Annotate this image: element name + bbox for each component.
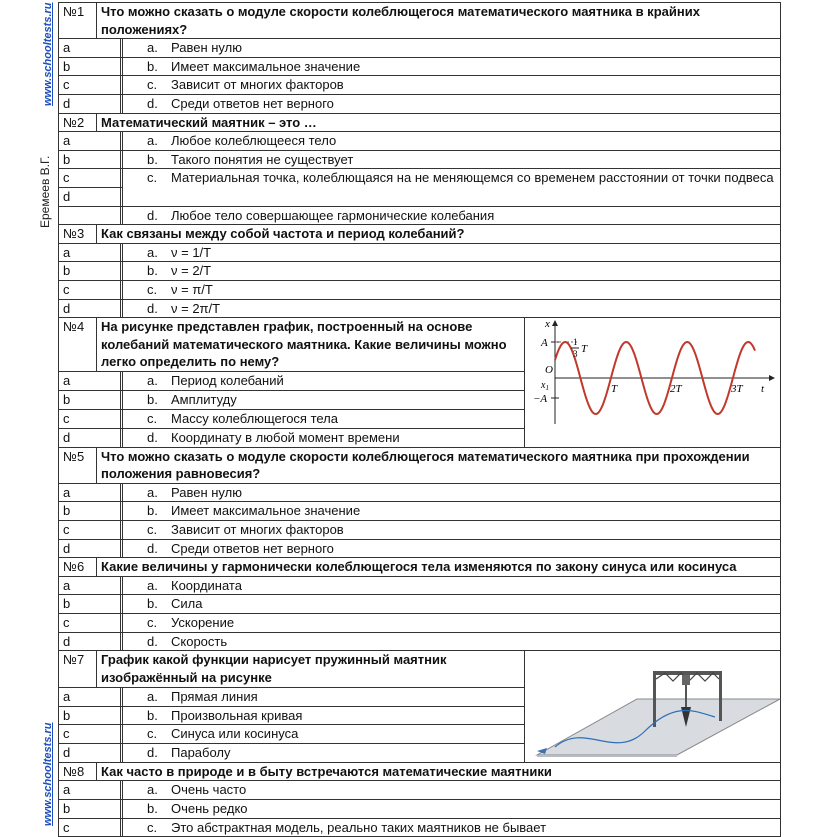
answer-row[interactable] bbox=[59, 614, 781, 633]
option-text: Очень часто bbox=[171, 782, 247, 798]
answer-letter: b bbox=[59, 391, 121, 410]
answer-letter: d bbox=[59, 299, 121, 318]
answer-row[interactable] bbox=[59, 132, 781, 151]
frame-right-post bbox=[719, 671, 722, 721]
oscillation-graph-svg bbox=[525, 318, 781, 442]
answer-letter: c bbox=[59, 280, 121, 299]
answer-letter: b bbox=[59, 595, 121, 614]
option-marker: c. bbox=[147, 77, 158, 93]
option-marker: a. bbox=[147, 484, 158, 500]
author-label: Еремеев В.Г. bbox=[38, 155, 52, 228]
option-marker: b. bbox=[147, 707, 158, 723]
t-axis-arrow bbox=[769, 375, 775, 381]
option-text: Зависит от многих факторов bbox=[171, 522, 344, 538]
option-marker: d. bbox=[147, 633, 158, 649]
answer-letter: a bbox=[59, 687, 121, 706]
page-margin bbox=[0, 0, 60, 826]
option-marker: a. bbox=[147, 40, 158, 56]
answer-letter: c bbox=[59, 76, 121, 95]
option-text: ν = 2π/T bbox=[171, 300, 221, 316]
answer-letter: d bbox=[59, 632, 121, 651]
answer-letter: b bbox=[59, 262, 121, 281]
answer-row[interactable] bbox=[59, 576, 781, 595]
option-text: Координата bbox=[171, 577, 242, 593]
option-text: Среди ответов нет верного bbox=[171, 540, 334, 556]
answer-row[interactable] bbox=[59, 39, 781, 58]
question-text: Как часто в природе и в быту встречаются математические маятники bbox=[97, 762, 781, 781]
answer-letter: a bbox=[59, 372, 121, 391]
option-marker: d. bbox=[147, 745, 158, 761]
answer-row[interactable] bbox=[59, 818, 781, 837]
x-axis-label: x bbox=[545, 318, 550, 331]
option-marker: b. bbox=[147, 151, 158, 167]
option-marker: a. bbox=[147, 782, 158, 798]
option-marker: c. bbox=[147, 281, 158, 297]
option-marker: d. bbox=[147, 95, 158, 111]
answer-letter: c bbox=[59, 614, 121, 633]
question-text: График какой функции нарисует пружинный маятник изображённый на рисунке bbox=[97, 651, 525, 688]
answer-letter: b bbox=[59, 800, 121, 819]
option-text: Любое колеблющееся тело bbox=[171, 133, 337, 149]
option-text: Произвольная кривая bbox=[171, 707, 303, 723]
question-header bbox=[59, 447, 781, 483]
option-text: Амплитуду bbox=[171, 392, 237, 408]
answer-letter: d bbox=[59, 428, 121, 447]
option-marker: c. bbox=[147, 615, 158, 631]
option-text: Любое тело совершающее гармонические колебания bbox=[171, 207, 495, 223]
option-text: Среди ответов нет верного bbox=[171, 95, 334, 111]
option-marker: c. bbox=[147, 522, 158, 538]
question-text: Какие величины у гармонически колеблющегося тела изменяются по закону синуса или косинуса bbox=[97, 558, 781, 577]
origin-label: O bbox=[545, 364, 553, 377]
option-marker: a. bbox=[147, 244, 158, 260]
question-number: №7 bbox=[59, 651, 97, 688]
option-text: Синуса или косинуса bbox=[171, 726, 299, 742]
answer-letter: d bbox=[59, 539, 121, 558]
answer-row[interactable] bbox=[59, 94, 781, 113]
spring-holder bbox=[682, 675, 690, 685]
question-header bbox=[59, 113, 781, 132]
option-marker: d. bbox=[147, 540, 158, 556]
option-text: Скорость bbox=[171, 633, 228, 649]
answer-letter: a bbox=[59, 483, 121, 502]
option-text: Ускорение bbox=[171, 615, 235, 631]
option-text: Имеет максимальное значение bbox=[171, 58, 361, 74]
option-text: Зависит от многих факторов bbox=[171, 77, 344, 93]
moving-paper-strip bbox=[537, 699, 780, 755]
fraction-period-label: T bbox=[581, 343, 588, 356]
question-number: №3 bbox=[59, 225, 97, 244]
option-marker: b. bbox=[147, 58, 158, 74]
x1-label: $x_1$ bbox=[541, 380, 549, 393]
option-marker: d. bbox=[147, 300, 158, 316]
answer-letter: b bbox=[59, 502, 121, 521]
option-text: ν = 1/T bbox=[171, 244, 212, 260]
answer-letter: a bbox=[59, 781, 121, 800]
question-text: Как связаны между собой частота и период колебаний? bbox=[97, 225, 781, 244]
option-text: Такого понятия не существует bbox=[171, 151, 354, 167]
question-number: №4 bbox=[59, 318, 97, 372]
question-text: Что можно сказать о модуле скорости колеблющегося математического маятника в крайних положениях? bbox=[97, 3, 781, 39]
option-text: Равен нулю bbox=[171, 484, 242, 500]
option-marker: b. bbox=[147, 503, 158, 519]
answer-row[interactable] bbox=[59, 539, 781, 558]
question-text: На рисунке представлен график, построенный на основе колебаний математического маятника. Какие величины можно легко определить по нему? bbox=[97, 318, 525, 372]
answer-letter: b bbox=[59, 57, 121, 76]
answer-letter: d bbox=[59, 94, 121, 113]
answer-row[interactable] bbox=[59, 781, 781, 800]
option-text: Очень редко bbox=[171, 801, 248, 816]
tick-label-T: T bbox=[611, 383, 618, 396]
answer-letter: c bbox=[59, 169, 121, 188]
question-header bbox=[59, 318, 781, 372]
option-marker: c. bbox=[147, 726, 158, 742]
fraction-denominator: 3 bbox=[573, 349, 578, 360]
question-text: Математический маятник – это … bbox=[97, 113, 781, 132]
spring-pendulum-svg bbox=[525, 651, 781, 757]
negative-amplitude-label: −A bbox=[533, 393, 548, 406]
option-marker: b. bbox=[147, 596, 158, 612]
question-header bbox=[59, 651, 781, 688]
answer-letter: a bbox=[59, 576, 121, 595]
fraction-numerator: 1 bbox=[573, 337, 578, 348]
site-link-top[interactable]: www.schooltests.ru bbox=[42, 2, 54, 106]
answer-letter: c bbox=[59, 410, 121, 429]
option-text: Имеет максимальное значение bbox=[171, 503, 361, 519]
option-marker: b. bbox=[147, 392, 158, 408]
answer-row[interactable] bbox=[59, 243, 781, 262]
answer-letter: a bbox=[59, 132, 121, 151]
answer-row[interactable] bbox=[59, 632, 781, 651]
option-text: ν = π/T bbox=[171, 281, 213, 297]
answer-row[interactable] bbox=[59, 800, 781, 819]
paper-strip-edge bbox=[537, 755, 677, 757]
answer-letter: b bbox=[59, 150, 121, 169]
question-text: Что можно сказать о модуле скорости колеблющегося математического маятника при прохождении положения равновесия? bbox=[97, 447, 781, 483]
question-header bbox=[59, 3, 781, 39]
option-marker: a. bbox=[147, 133, 158, 149]
tick-label-2T: 2T bbox=[670, 383, 682, 396]
option-marker: b. bbox=[147, 263, 158, 279]
answer-row[interactable] bbox=[59, 299, 781, 318]
question-header bbox=[59, 762, 781, 781]
answer-letter: d bbox=[59, 187, 121, 206]
answer-row[interactable] bbox=[59, 169, 781, 188]
option-marker: d. bbox=[147, 207, 158, 223]
amplitude-label: A bbox=[541, 337, 548, 350]
option-marker: c. bbox=[147, 411, 158, 427]
answer-row[interactable] bbox=[59, 150, 781, 169]
option-text: Массу колеблющегося тела bbox=[171, 411, 339, 427]
answer-row[interactable] bbox=[59, 483, 781, 502]
answer-row[interactable] bbox=[59, 521, 781, 540]
x-axis-arrow bbox=[552, 320, 558, 326]
option-text: Период колебаний bbox=[171, 373, 284, 389]
option-text: Равен нулю bbox=[171, 40, 242, 56]
question-header bbox=[59, 225, 781, 244]
answer-row[interactable] bbox=[59, 280, 781, 299]
answer-letter: c bbox=[59, 521, 121, 540]
question-number: №8 bbox=[59, 762, 97, 781]
spring-pendulum-figure bbox=[525, 651, 781, 763]
answer-row[interactable] bbox=[59, 595, 781, 614]
answer-letter: c bbox=[59, 818, 121, 837]
option-marker: a. bbox=[147, 577, 158, 593]
question-number: №2 bbox=[59, 113, 97, 132]
option-marker: c. bbox=[147, 819, 158, 835]
answer-letter: b bbox=[59, 706, 121, 725]
option-marker: a. bbox=[147, 688, 158, 704]
option-text: ν = 2/T bbox=[171, 263, 212, 279]
site-link-bottom[interactable]: www.schooltests.ru bbox=[42, 722, 54, 826]
answer-letter: a bbox=[59, 243, 121, 262]
option-text: Прямая линия bbox=[171, 688, 258, 704]
answer-row[interactable] bbox=[59, 57, 781, 76]
answer-row[interactable] bbox=[59, 76, 781, 95]
frame-left-post bbox=[653, 671, 656, 727]
answer-letter: c bbox=[59, 725, 121, 744]
answer-letter: d bbox=[59, 744, 121, 763]
quiz-table bbox=[58, 2, 781, 837]
option-marker: d. bbox=[147, 429, 158, 445]
answer-row[interactable] bbox=[59, 502, 781, 521]
question-header bbox=[59, 558, 781, 577]
option-marker: b. bbox=[147, 801, 158, 816]
option-text: Сила bbox=[171, 596, 203, 612]
option-marker: a. bbox=[147, 373, 158, 389]
question-number: №6 bbox=[59, 558, 97, 577]
oscillation-graph bbox=[525, 318, 781, 448]
t-axis-label: t bbox=[761, 383, 765, 396]
option-text: Координату в любой момент времени bbox=[171, 429, 400, 445]
question-number: №1 bbox=[59, 3, 97, 39]
option-text: Параболу bbox=[171, 745, 231, 761]
question-number: №5 bbox=[59, 447, 97, 483]
answer-row[interactable] bbox=[59, 262, 781, 281]
option-marker: c. bbox=[147, 170, 158, 186]
tick-label-3T: 3T bbox=[731, 383, 743, 396]
option-text: Это абстрактная модель, реально таких маятников не бывает bbox=[171, 819, 547, 835]
option-text: Материальная точка, колеблющаяся на не меняющемся со временем расстоянии от точки подвеса bbox=[171, 170, 774, 186]
answer-letter: a bbox=[59, 39, 121, 58]
